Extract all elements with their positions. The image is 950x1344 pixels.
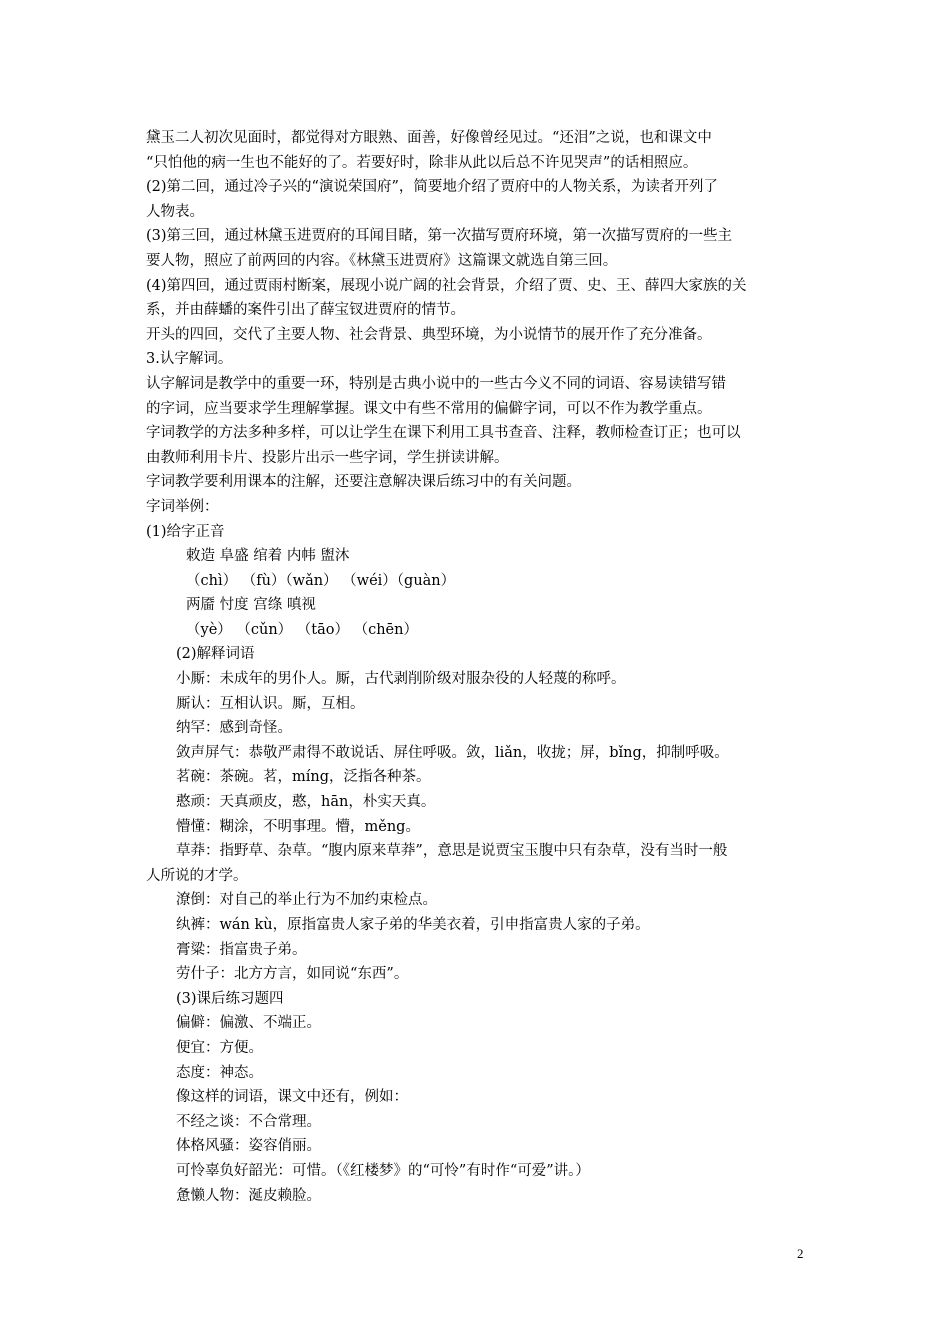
text-line: 偏僻：偏激、不端正。 [176,1015,321,1032]
text-line: (1)给字正音 [146,523,225,540]
text-line: (4)第四回，通过贾雨村断案，展现小说广阔的社会背景，介绍了贾、史、王、薛四大家族的关 [146,277,747,294]
text-line: 劳什子：北方方言，如同说“东西”。 [176,966,409,983]
text-line: 纳罕：感到奇怪。 [176,720,292,737]
text-line: 像这样的词语，课文中还有，例如： [176,1089,408,1106]
text-line: 黛玉二人初次见面时，都觉得对方眼熟、面善，好像曾经见过。“还泪”之说，也和课文中 [146,130,712,146]
text-line: 态度：神态。 [176,1064,263,1081]
text-line: “只怕他的病一生也不能好的了。若要好时，除非从此以后总不许见哭声”的话相照应。 [146,154,698,171]
pinyin-words-line: 敕造 阜盛 绾着 内帏 盥沐 [186,548,350,565]
text-line: 便宜：方便。 [176,1039,263,1056]
text-line: 茗碗：茶碗。茗，míng，泛指各种茶。 [176,769,431,786]
text-line: 小厮：未成年的男仆人。厮，古代剥削阶级对服杂役的人轻蔑的称呼。 [176,671,626,688]
text-line: 的字词，应当要求学生理解掌握。课文中有些不常用的偏僻字词，可以不作为教学重点。 [146,400,712,417]
text-line: 人所说的才学。 [146,867,248,884]
pinyin-words-line: 两靥 忖度 宫绦 嗔视 [186,597,316,614]
text-line: 认字解词是教学中的重要一环，特别是古典小说中的一些古今义不同的词语、容易读错写错 [146,375,726,392]
text-line: 可怜辜负好韶光：可惜。（《红楼梦》的“可怜”有时作“可爱”讲。） [176,1162,590,1179]
text-line: 憨顽：天真顽皮，憨，hān，朴实天真。 [176,794,436,811]
text-line: 不经之谈：不合常理。 [176,1113,321,1130]
text-line: 字词举例： [146,498,219,515]
document-body [146,126,826,1208]
text-line: 要人物，照应了前两回的内容。《林黛玉进贾府》这篇课文就选自第三回。 [146,252,618,269]
text-line: 草莽：指野草、杂草。“腹内原来草莽”，意思是说贾宝玉腹中只有杂草，没有当时一般 [176,843,728,860]
text-line: 纨裤：wán kù，原指富贵人家子弟的华美衣着，引申指富贵人家的子弟。 [176,917,650,933]
text-line: 开头的四回，交代了主要人物、社会背景、典型环境，为小说情节的展开作了充分准备。 [146,326,712,343]
text-line: 人物表。 [146,203,204,220]
text-line: 懵懂：糊涂，不明事理。懵，měng。 [176,818,420,835]
text-line: (2)解释词语 [176,646,255,663]
text-line: 厮认：互相认识。厮，互相。 [176,695,365,712]
text-line: 字词教学的方法多种多样，可以让学生在课下利用工具书查音、注释，教师检查订正；也可以 [146,425,741,442]
text-line: 系，并由薛蟠的案件引出了薛宝钗进贾府的情节。 [146,302,465,319]
text-line: 字词教学要利用课本的注解，还要注意解决课后练习中的有关问题。 [146,474,581,491]
pinyin-readings-line: （yè） （cǔn） （tāo） （chēn） [186,621,418,638]
text-line: (2)第二回，通过冷子兴的“演说荣国府”，简要地介绍了贾府中的人物关系，为读者开列了 [146,179,718,196]
text-line: 膏粱：指富贵子弟。 [176,941,307,958]
pinyin-readings-line: （chì） （fù）（wǎn） （wéi）（guàn） [186,572,456,589]
text-line: 体格风骚：姿容俏丽。 [176,1138,321,1155]
text-line: (3)第三回，通过林黛玉进贾府的耳闻目睹，第一次描写贾府环境，第一次描写贾府的一些主 [146,228,733,245]
text-line: 3.认字解词。 [146,351,233,368]
text-line: 潦倒：对自己的举止行为不加约束检点。 [176,892,437,909]
page-number: 2 [797,1246,804,1261]
text-line: 惫懒人物：涎皮赖脸。 [176,1187,321,1204]
text-line: 敛声屏气：恭敬严肃得不敢说话、屏住呼吸。敛，liǎn，收拢；屏，bǐng，抑制呼吸。 [176,744,729,761]
text-line: 由教师利用卡片、投影片出示一些字词，学生拼读讲解。 [146,449,509,466]
text-line: (3)课后练习题四 [176,990,284,1007]
